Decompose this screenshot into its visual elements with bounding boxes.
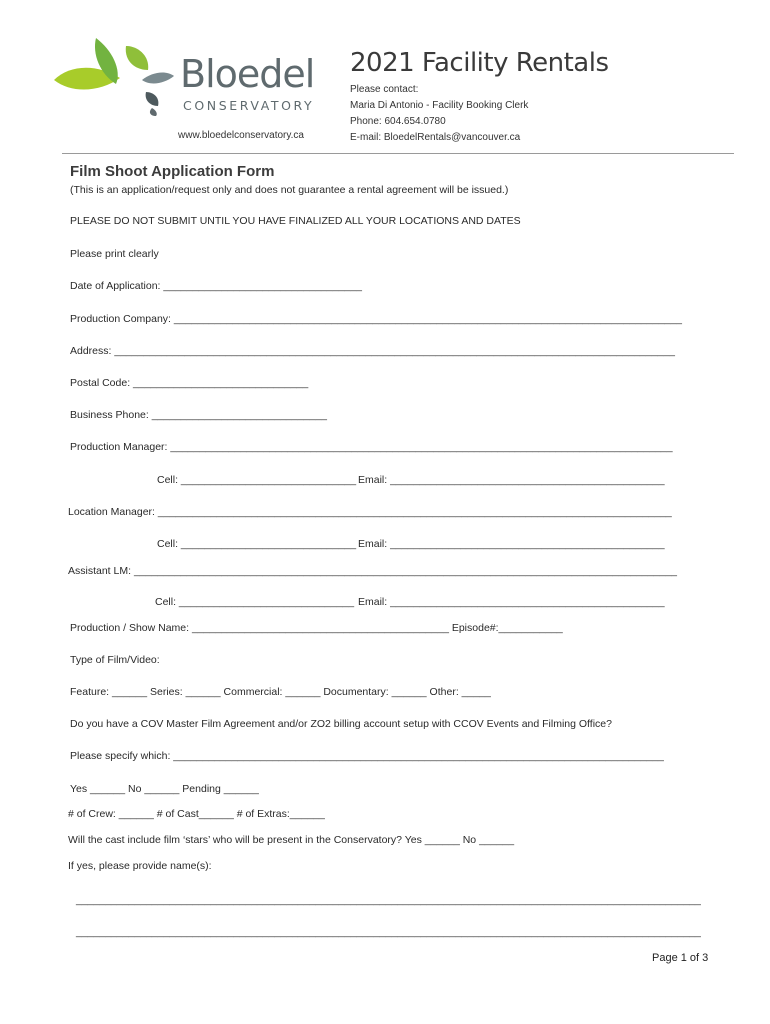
brand-name: Bloedel xyxy=(180,52,315,96)
alm-email-field[interactable]: Email: _______________________________________________ xyxy=(358,596,665,608)
address-field[interactable]: Address: ________________________________________________________________________________________________ xyxy=(70,345,675,357)
pm-cell-field[interactable]: Cell: ______________________________ xyxy=(157,474,357,486)
contact-email[interactable]: E-mail: BloedelRentals@vancouver.ca xyxy=(350,132,521,143)
names-line-2[interactable]: ___________________________________________________________________________________________________________ xyxy=(76,926,701,938)
postal-code-field[interactable]: Postal Code: ______________________________ xyxy=(70,377,309,389)
crew-cast-extras-fields[interactable]: # of Crew: ______ # of Cast______ # of Extras:______ xyxy=(68,808,325,820)
print-note: Please print clearly xyxy=(70,248,159,260)
location-manager-field[interactable]: Location Manager: ________________________________________________________________________________________ xyxy=(68,506,672,518)
names-label: If yes, please provide name(s): xyxy=(68,860,212,872)
pm-email-field[interactable]: Email: _______________________________________________ xyxy=(358,474,665,486)
logo-leaf-dark xyxy=(146,92,159,106)
business-phone-field[interactable]: Business Phone: ______________________________ xyxy=(70,409,327,421)
alm-cell-field[interactable]: Cell: ______________________________ xyxy=(155,596,355,608)
names-line-1[interactable]: ___________________________________________________________________________________________________________ xyxy=(76,894,701,906)
agreement-question: Do you have a COV Master Film Agreement and/or ZO2 billing account setup with CCOV Events and Filming Office? xyxy=(70,718,612,730)
production-manager-field[interactable]: Production Manager: ______________________________________________________________________________________ xyxy=(70,441,673,453)
logo-leaf-tiny xyxy=(150,108,157,116)
bloedel-logo-icon xyxy=(50,34,180,116)
website-link[interactable]: www.bloedelconservatory.ca xyxy=(178,130,304,141)
stars-question[interactable]: Will the cast include film ‘stars’ who will be present in the Conservatory? Yes ______ No ______ xyxy=(68,834,515,846)
logo-leaf-small-green xyxy=(126,46,148,70)
specify-field[interactable]: Please specify which: ____________________________________________________________________________________ xyxy=(70,750,664,762)
form-title: Film Shoot Application Form xyxy=(70,163,275,180)
form-disclaimer: (This is an application/request only and does not guarantee a rental agreement will be issued.) xyxy=(70,184,509,196)
lm-email-field[interactable]: Email: _______________________________________________ xyxy=(358,538,665,550)
header-divider xyxy=(62,153,734,154)
form-warning: PLEASE DO NOT SUBMIT UNTIL YOU HAVE FINALIZED ALL YOUR LOCATIONS AND DATES xyxy=(70,215,521,227)
page-title: 2021 Facility Rentals xyxy=(350,48,609,78)
assistant-lm-field[interactable]: Assistant LM: _____________________________________________________________________________________________ xyxy=(68,565,678,577)
contact-phone: Phone: 604.654.0780 xyxy=(350,116,446,127)
date-field[interactable]: Date of Application: __________________________________ xyxy=(70,280,362,292)
contact-label: Please contact: xyxy=(350,84,419,95)
film-type-options[interactable]: Feature: ______ Series: ______ Commercial: ______ Documentary: ______ Other: _____ xyxy=(70,686,491,698)
brand-subtitle: CONSERVATORY xyxy=(183,98,315,113)
agreement-status-options[interactable]: Yes ______ No ______ Pending ______ xyxy=(70,783,259,795)
production-company-field[interactable]: Production Company: _______________________________________________________________________________________ xyxy=(70,313,682,325)
film-type-label: Type of Film/Video: xyxy=(70,654,160,666)
contact-person: Maria Di Antonio - Facility Booking Clerk xyxy=(350,100,529,111)
page-number: Page 1 of 3 xyxy=(652,952,709,964)
logo-leaf-grey xyxy=(142,73,174,84)
lm-cell-field[interactable]: Cell: ______________________________ xyxy=(157,538,357,550)
show-name-field[interactable]: Production / Show Name: ____________________________________________ Episode#:___________ xyxy=(70,622,563,634)
